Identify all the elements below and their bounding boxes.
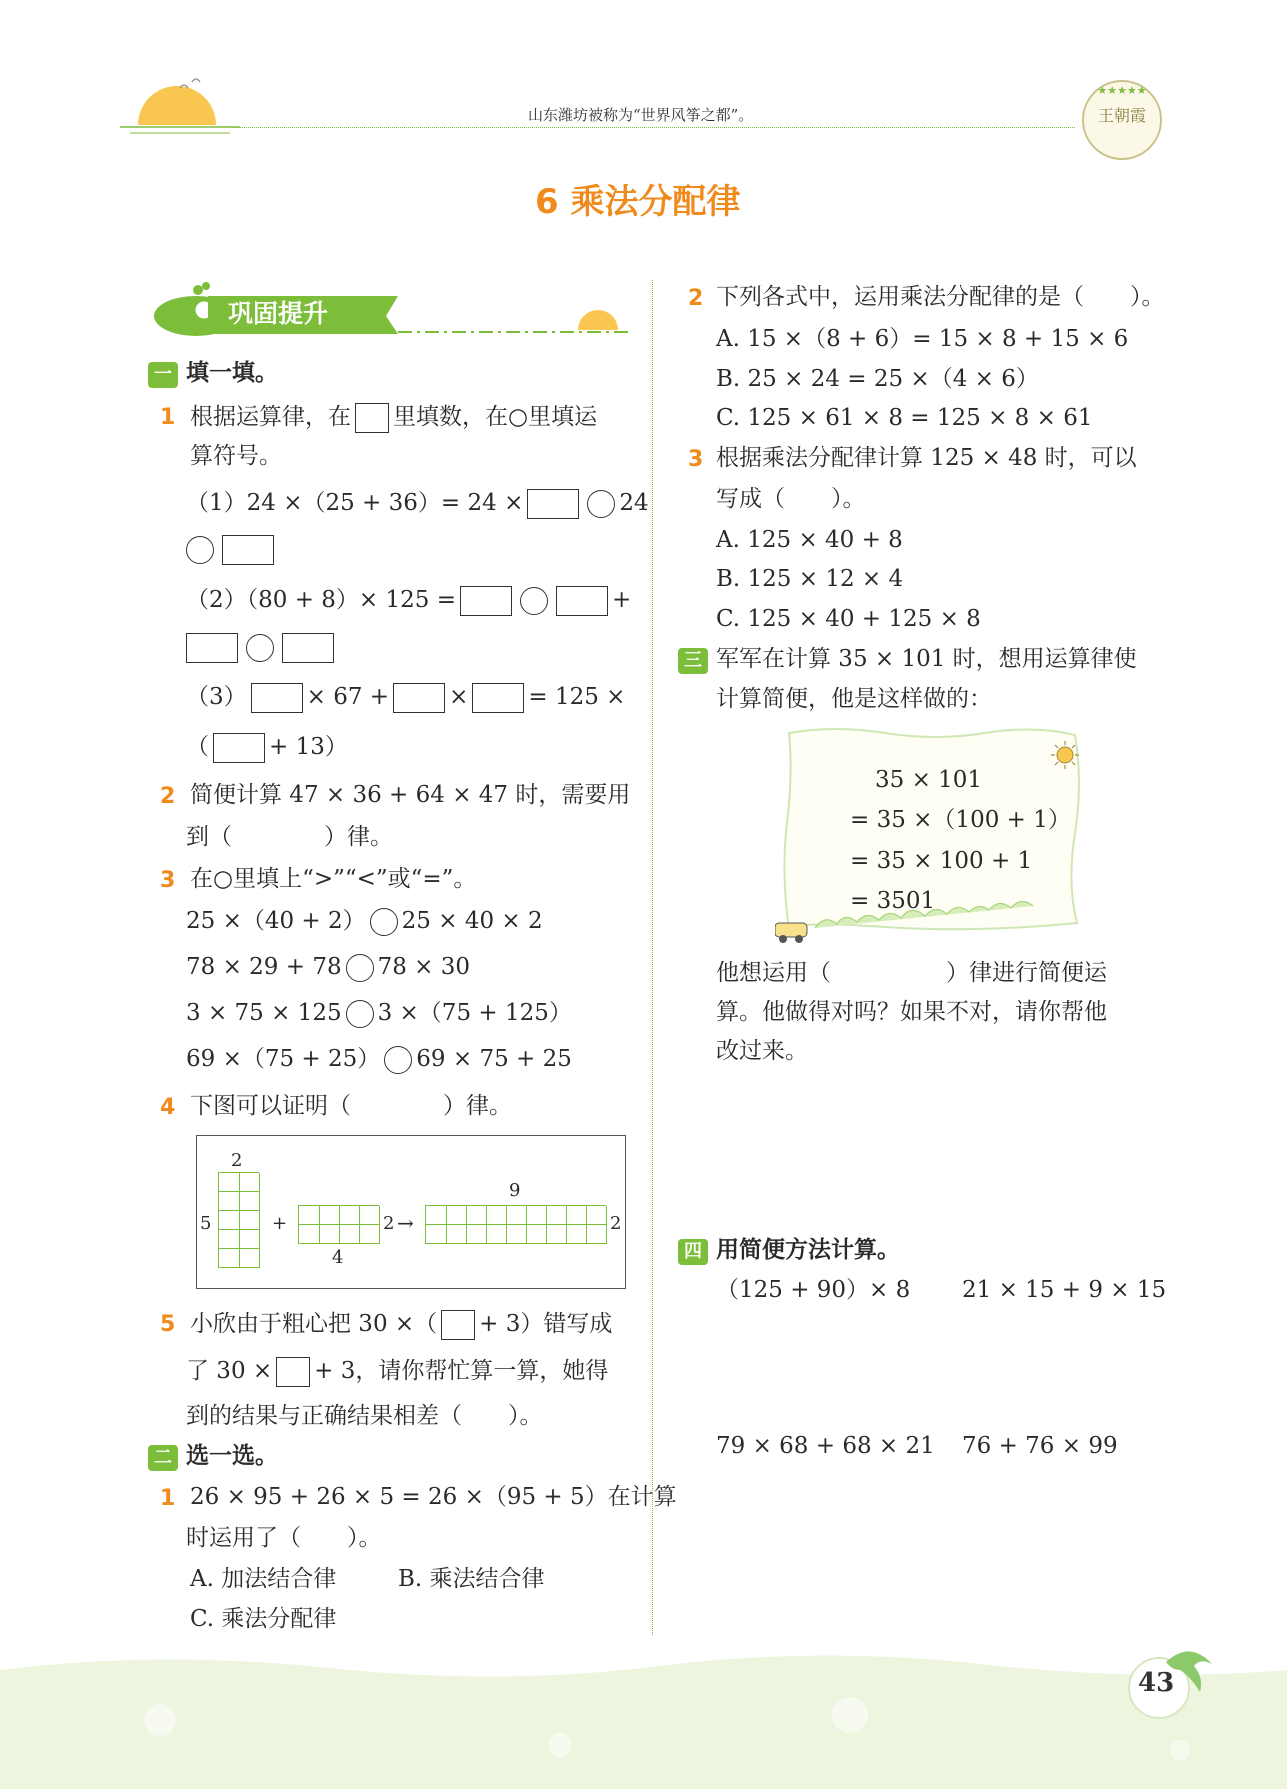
option-c[interactable]: C. 乘法分配律 — [190, 1606, 337, 1632]
compare-circle[interactable] — [384, 1046, 412, 1074]
q5-text-b: + 3）错写成 — [479, 1311, 613, 1337]
q1-sub3-end: = 125 × — [528, 684, 626, 710]
calc-item: 76 + 76 × 99 — [962, 1433, 1118, 1459]
option-b[interactable]: B. 25 × 24 = 25 ×（4 × 6） — [716, 366, 1039, 392]
q1-sub2-text: （2）（80 + 8）× 125 = — [186, 587, 456, 613]
whale-icon — [148, 282, 628, 342]
p2-q1-number: 1 — [160, 1486, 176, 1511]
calc-item: 21 × 15 + 9 × 15 — [962, 1277, 1167, 1303]
q2-line2: 到（ ）律。 — [186, 824, 393, 850]
p2-q3-number: 3 — [688, 447, 704, 472]
q3-number: 3 — [160, 868, 176, 893]
fig-label: 4 — [332, 1247, 344, 1268]
car-icon — [775, 923, 807, 943]
answer-box[interactable] — [186, 633, 238, 663]
option-a[interactable]: A. 加法结合律 — [190, 1566, 337, 1592]
part3-after2: 算。他做得对吗？如果不对，请你帮他 — [716, 999, 1107, 1025]
q1-sub1-end: 24 — [619, 490, 649, 516]
work-line: = 3501 — [850, 888, 936, 914]
page-number: 43 — [1138, 1668, 1175, 1698]
part3-after3: 改过来。 — [716, 1038, 808, 1064]
calc-item: （125 + 90）× 8 — [716, 1277, 911, 1303]
page-title: 6 乘法分配律 — [535, 182, 741, 222]
operator-circle[interactable] — [186, 536, 214, 564]
work-line: = 35 ×（100 + 1） — [850, 807, 1071, 833]
p2-q3-line1: 根据乘法分配律计算 125 × 48 时，可以 — [716, 445, 1137, 471]
part1-tag: 一 — [148, 362, 178, 388]
operator-circle[interactable] — [520, 587, 548, 615]
answer-box[interactable] — [472, 683, 524, 713]
p2-q2-line1: 下列各式中，运用乘法分配律的是（ ）。 — [716, 284, 1165, 310]
q1-sub3 — [186, 683, 625, 713]
plus-sign: + — [612, 587, 632, 613]
fig-plus: + — [272, 1213, 288, 1234]
grid-4x2 — [298, 1205, 379, 1244]
calc-item: 79 × 68 + 68 × 21 — [716, 1433, 935, 1459]
part3-line1: 军军在计算 35 × 101 时，想用运算律使 — [716, 646, 1137, 672]
option-a[interactable]: A. 125 × 40 + 8 — [716, 527, 903, 553]
column-divider — [652, 280, 653, 1635]
q1-text-a: 根据运算律，在 — [190, 404, 351, 430]
part3-after1: 他想运用（ ）律进行简便运 — [716, 960, 1107, 986]
q1-sub3-text: （3） — [186, 684, 247, 710]
compare-left: 69 ×（75 + 25） — [186, 1046, 381, 1072]
q5-line1 — [190, 1310, 612, 1340]
part3-line2: 计算简便，他是这样做的： — [716, 686, 992, 712]
grid-9x2 — [425, 1205, 606, 1244]
answer-box[interactable] — [460, 586, 512, 616]
q1-text-b: 里填数，在○里填运 — [393, 404, 598, 430]
logo — [1082, 80, 1162, 160]
part2-title: 选一选。 — [186, 1443, 278, 1469]
p2-q1-line1: 26 × 95 + 26 × 5 = 26 ×（95 + 5）在计算 — [190, 1484, 677, 1510]
q1-line2: 算符号。 — [190, 443, 282, 469]
compare-left: 3 × 75 × 125 — [186, 1000, 342, 1026]
option-c[interactable]: C. 125 × 61 × 8 = 125 × 8 × 61 — [716, 405, 1093, 431]
compare-row — [186, 1046, 572, 1074]
answer-box[interactable] — [213, 733, 265, 763]
times-sign: × — [449, 684, 469, 710]
q4-number: 4 — [160, 1095, 176, 1120]
q5-line3: 到的结果与正确结果相差（ ）。 — [186, 1403, 543, 1429]
compare-circle[interactable] — [346, 954, 374, 982]
answer-box[interactable] — [393, 683, 445, 713]
compare-left: 78 × 29 + 78 — [186, 954, 342, 980]
compare-left: 25 ×（40 + 2） — [186, 908, 366, 934]
q5-line2 — [186, 1357, 608, 1387]
part4-title: 用简便方法计算。 — [716, 1237, 900, 1263]
q1-sub1-cont — [186, 535, 278, 565]
footer-hills — [0, 1650, 1287, 1789]
answer-box[interactable] — [222, 535, 274, 565]
q3-line1: 在○里填上“>”“<”或“=”。 — [190, 866, 477, 892]
fig-label: 2 — [610, 1213, 622, 1234]
part3-tag: 三 — [678, 648, 708, 674]
q2-line1: 简便计算 47 × 36 + 64 × 47 时，需要用 — [190, 782, 631, 808]
running-header: 山东潍坊被称为“世界风筝之都”。 — [528, 106, 754, 124]
compare-right: 3 ×（75 + 125） — [377, 1000, 572, 1026]
q2-number: 2 — [160, 784, 176, 809]
section-banner-text: 巩固提升 — [228, 299, 329, 328]
option-c[interactable]: C. 125 × 40 + 125 × 8 — [716, 606, 981, 632]
part1-heading — [148, 360, 278, 388]
q5-text-c: 了 30 × — [186, 1358, 273, 1384]
answer-box[interactable] — [527, 489, 579, 519]
answer-box[interactable] — [441, 1310, 475, 1340]
compare-right: 69 × 75 + 25 — [416, 1046, 572, 1072]
compare-right: 25 × 40 × 2 — [401, 908, 543, 934]
header-rule — [230, 127, 1075, 128]
q1-sub2-cont — [186, 633, 338, 663]
q5-text-a: 小欣由于粗心把 30 ×（ — [190, 1311, 438, 1337]
option-b[interactable]: B. 乘法结合律 — [398, 1566, 545, 1592]
answer-box[interactable] — [276, 1357, 310, 1387]
part2-heading — [148, 1443, 278, 1471]
q1-sub3-mid: × 67 + — [306, 684, 390, 710]
p2-q2-number: 2 — [688, 286, 704, 311]
compare-row — [186, 908, 543, 936]
fig-label: 2 — [383, 1213, 395, 1234]
fig-label: 2 — [231, 1150, 243, 1171]
q1-sub3-cont — [186, 733, 348, 763]
part2-tag: 二 — [148, 1445, 178, 1471]
work-line: = 35 × 100 + 1 — [850, 848, 1033, 874]
operator-circle[interactable] — [587, 490, 615, 518]
answer-box[interactable] — [251, 683, 303, 713]
answer-box[interactable] — [556, 586, 608, 616]
compare-row — [186, 954, 470, 982]
q1-sub2 — [186, 586, 631, 616]
logo-text: 王朝霞 — [1097, 106, 1146, 125]
grid-2x5 — [218, 1172, 259, 1268]
sunrise-icon — [120, 70, 240, 140]
q1-sub1-text: （1）24 ×（25 + 36）= 24 × — [186, 490, 524, 516]
p2-q1-line2: 时运用了（ ）。 — [186, 1525, 382, 1551]
work-line: 35 × 101 — [875, 767, 983, 793]
answer-box[interactable] — [355, 403, 389, 433]
q1-sub3-tail: + 13） — [269, 734, 348, 760]
part4-heading — [678, 1237, 900, 1265]
q4-line1: 下图可以证明（ ）律。 — [190, 1093, 512, 1119]
q1-number: 1 — [160, 405, 176, 430]
option-b[interactable]: B. 125 × 12 × 4 — [716, 566, 904, 592]
q1-sub1 — [186, 489, 649, 519]
fig-label: 5 — [200, 1213, 212, 1234]
option-a[interactable]: A. 15 ×（8 + 6）= 15 × 8 + 15 × 6 — [716, 326, 1129, 352]
arrow-icon: → — [397, 1211, 414, 1235]
q5-number: 5 — [160, 1312, 176, 1337]
fig-label: 9 — [509, 1180, 521, 1201]
compare-circle[interactable] — [370, 908, 398, 936]
part1-title: 填一填。 — [186, 360, 278, 386]
compare-right: 78 × 30 — [377, 954, 471, 980]
open-paren: （ — [186, 734, 209, 760]
part3-heading — [678, 646, 1137, 674]
compare-row — [186, 1000, 572, 1028]
q1-line1 — [190, 403, 597, 433]
compare-circle[interactable] — [346, 1000, 374, 1028]
p2-q3-line2: 写成（ ）。 — [716, 486, 866, 512]
answer-box[interactable] — [282, 633, 334, 663]
operator-circle[interactable] — [246, 634, 274, 662]
q5-text-d: + 3，请你帮忙算一算，她得 — [314, 1358, 609, 1384]
part4-tag: 四 — [678, 1239, 708, 1265]
stars-icon: ★★★★★ — [1097, 84, 1147, 97]
